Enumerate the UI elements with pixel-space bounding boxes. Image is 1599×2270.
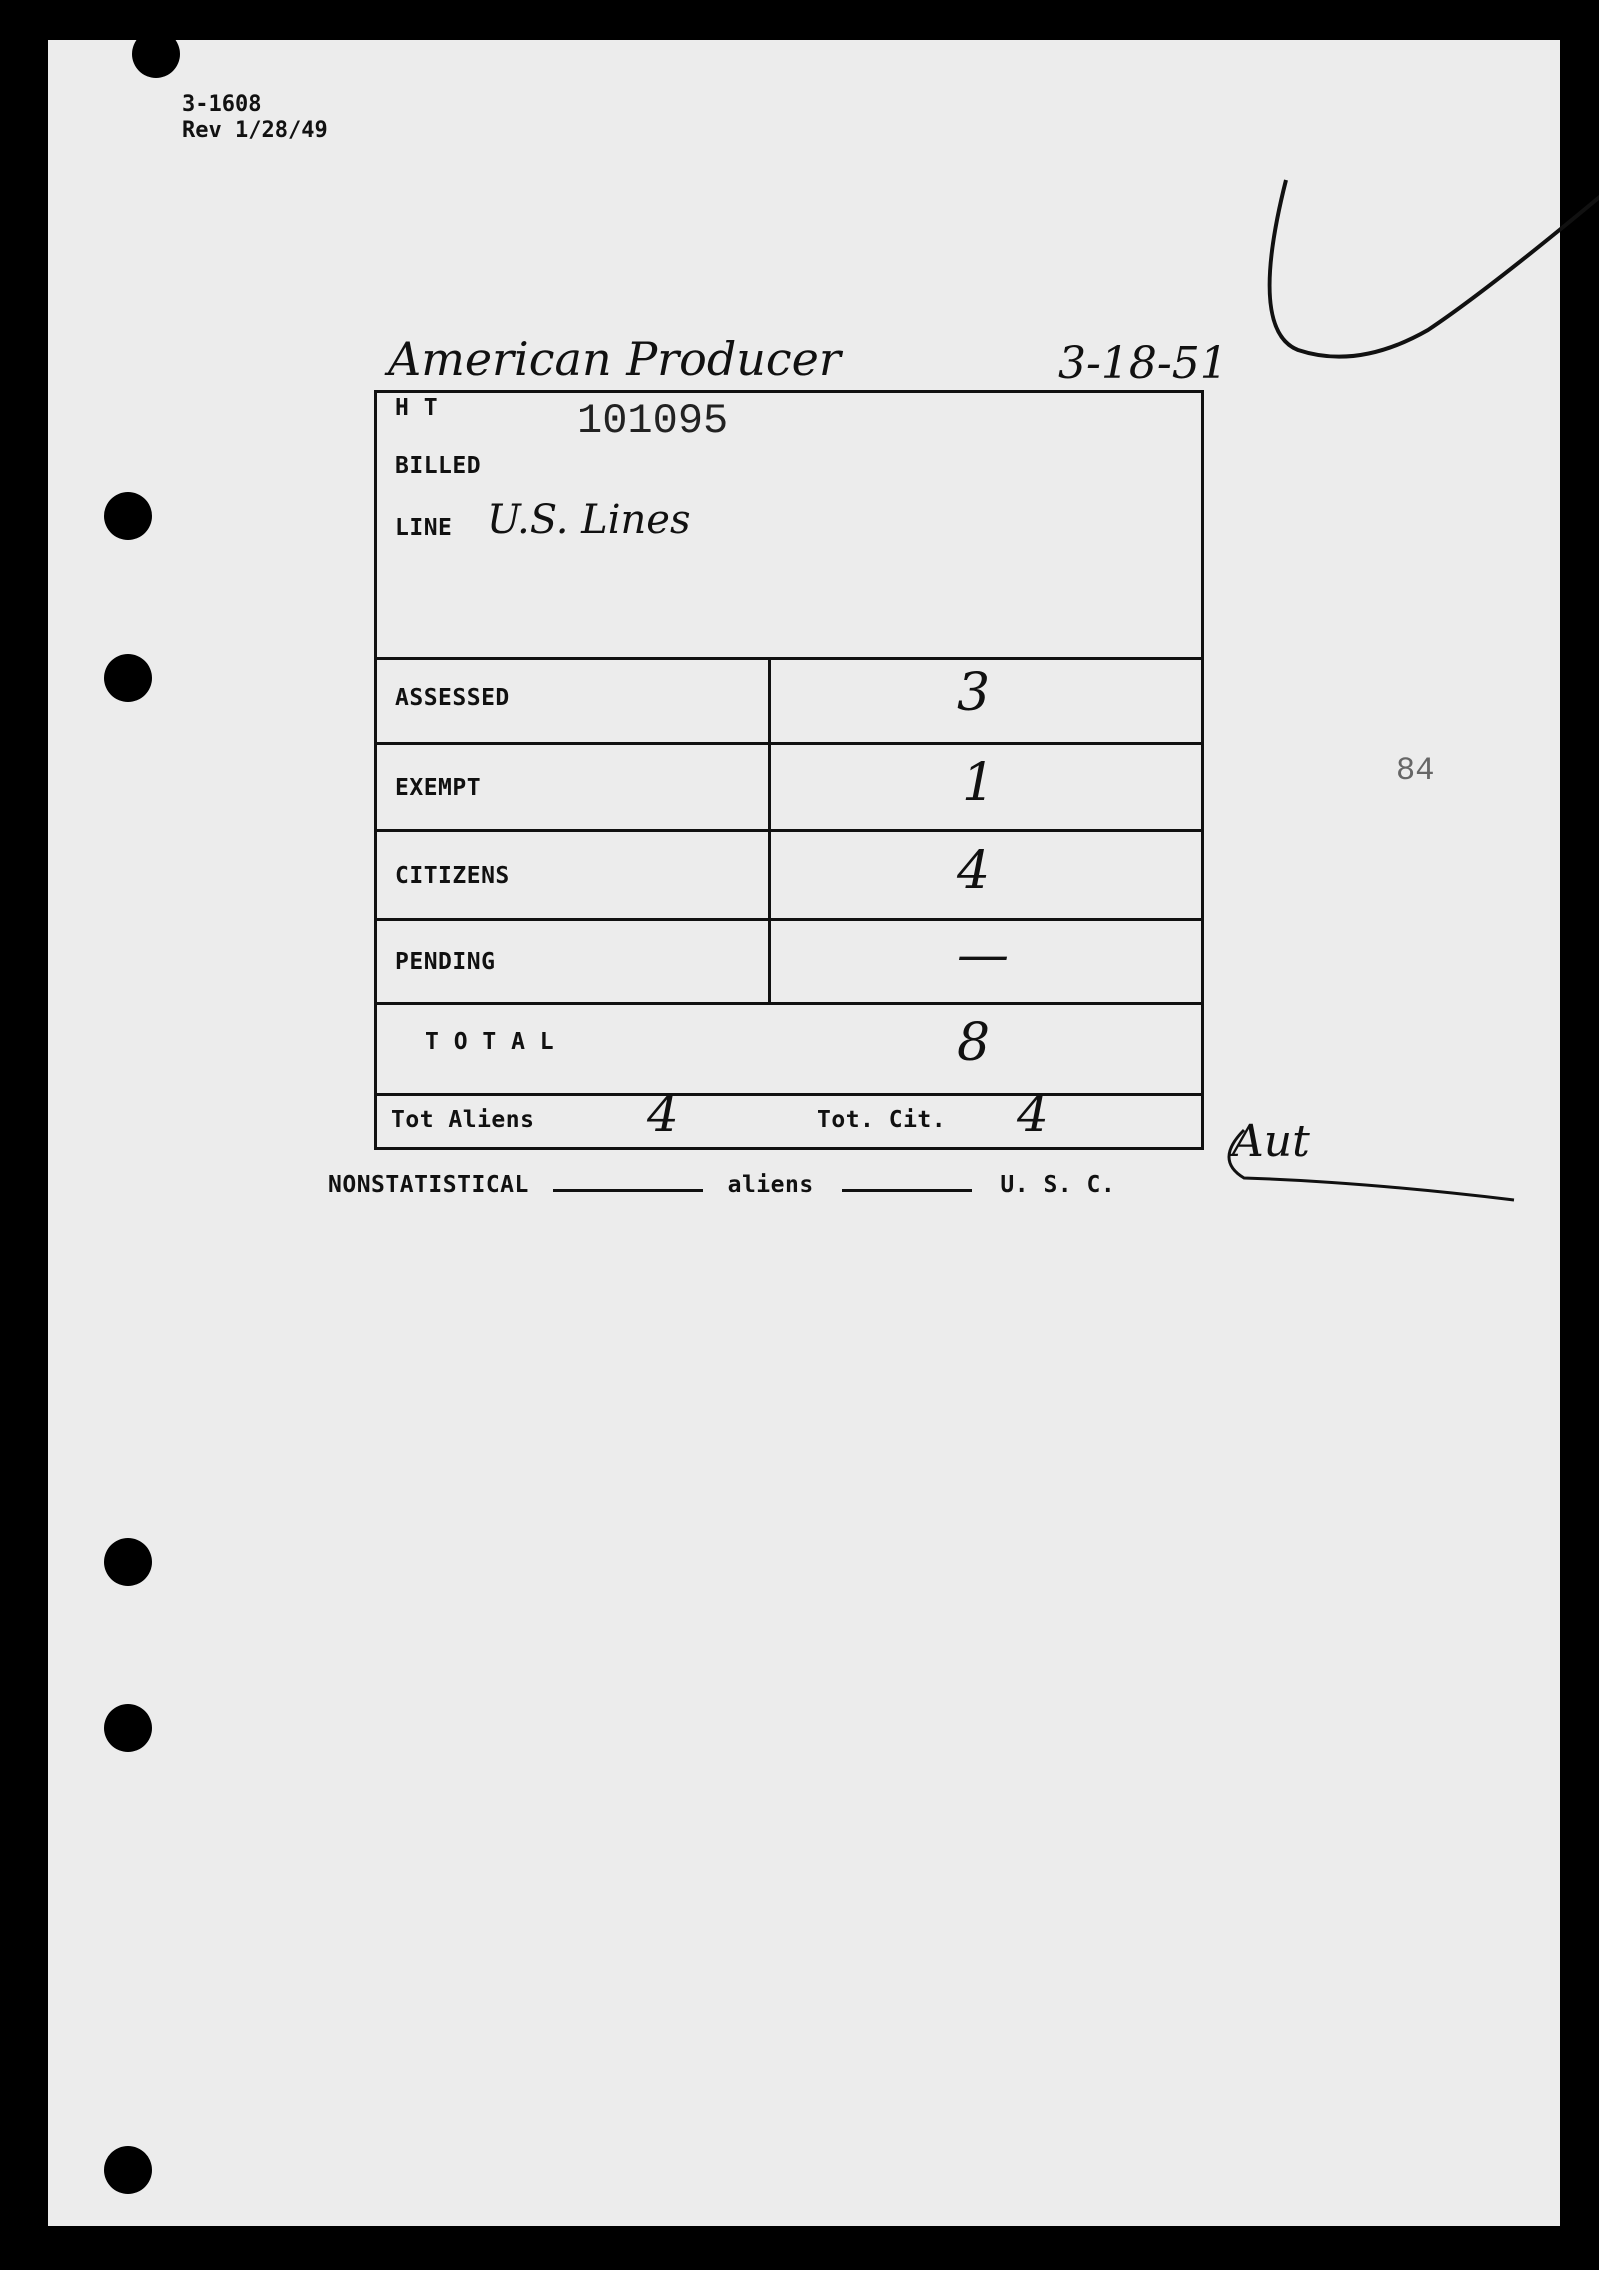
initials: Aut	[1232, 1116, 1310, 1167]
punch-hole	[104, 654, 152, 702]
row-value-citizens: 4	[957, 841, 991, 901]
document-page	[48, 40, 1560, 2226]
punch-hole	[104, 492, 152, 540]
check-mark	[1228, 140, 1599, 400]
nonstatistical-blank	[553, 1189, 703, 1192]
nonstatistical-line	[328, 1172, 1115, 1198]
row-label-pending: PENDING	[395, 949, 496, 975]
row-value-assessed: 3	[957, 663, 991, 723]
total-value: 8	[957, 1013, 991, 1073]
tot-cit-value: 4	[1017, 1085, 1049, 1143]
ht-number: 101095	[577, 397, 729, 445]
form-number: 3-1608	[182, 92, 262, 117]
row-label-exempt: EXEMPT	[395, 775, 482, 801]
row-label-assessed: ASSESSED	[395, 685, 510, 711]
side-note: 84	[1396, 752, 1435, 789]
punch-hole	[104, 2146, 152, 2194]
nonstatistical-label: NONSTATISTICAL	[328, 1172, 529, 1198]
line-label: LINE	[395, 515, 453, 541]
total-label: T O T A L	[425, 1029, 555, 1055]
tot-cit-label: Tot. Cit.	[817, 1107, 947, 1133]
initials-underline	[1214, 1120, 1534, 1210]
punch-hole	[132, 30, 180, 78]
ht-label: H T	[395, 395, 439, 421]
punch-hole	[104, 1538, 152, 1586]
manifest-form-box	[374, 390, 1204, 1150]
row-value-pending: —	[957, 925, 1009, 985]
tot-aliens-label: Tot Aliens	[391, 1107, 535, 1133]
line-value: U.S. Lines	[487, 497, 691, 543]
aliens-label: aliens	[727, 1172, 814, 1198]
vessel-name: American Producer	[388, 332, 841, 386]
row-value-exempt: 1	[962, 753, 996, 813]
punch-hole	[104, 1704, 152, 1752]
arrival-date: 3-18-51	[1058, 338, 1228, 389]
aliens-blank	[842, 1189, 972, 1192]
tot-aliens-value: 4	[647, 1085, 679, 1143]
usc-label: U. S. C.	[1000, 1172, 1116, 1198]
billed-label: BILLED	[395, 453, 482, 479]
row-label-citizens: CITIZENS	[395, 863, 510, 889]
form-revision: Rev 1/28/49	[182, 118, 328, 143]
